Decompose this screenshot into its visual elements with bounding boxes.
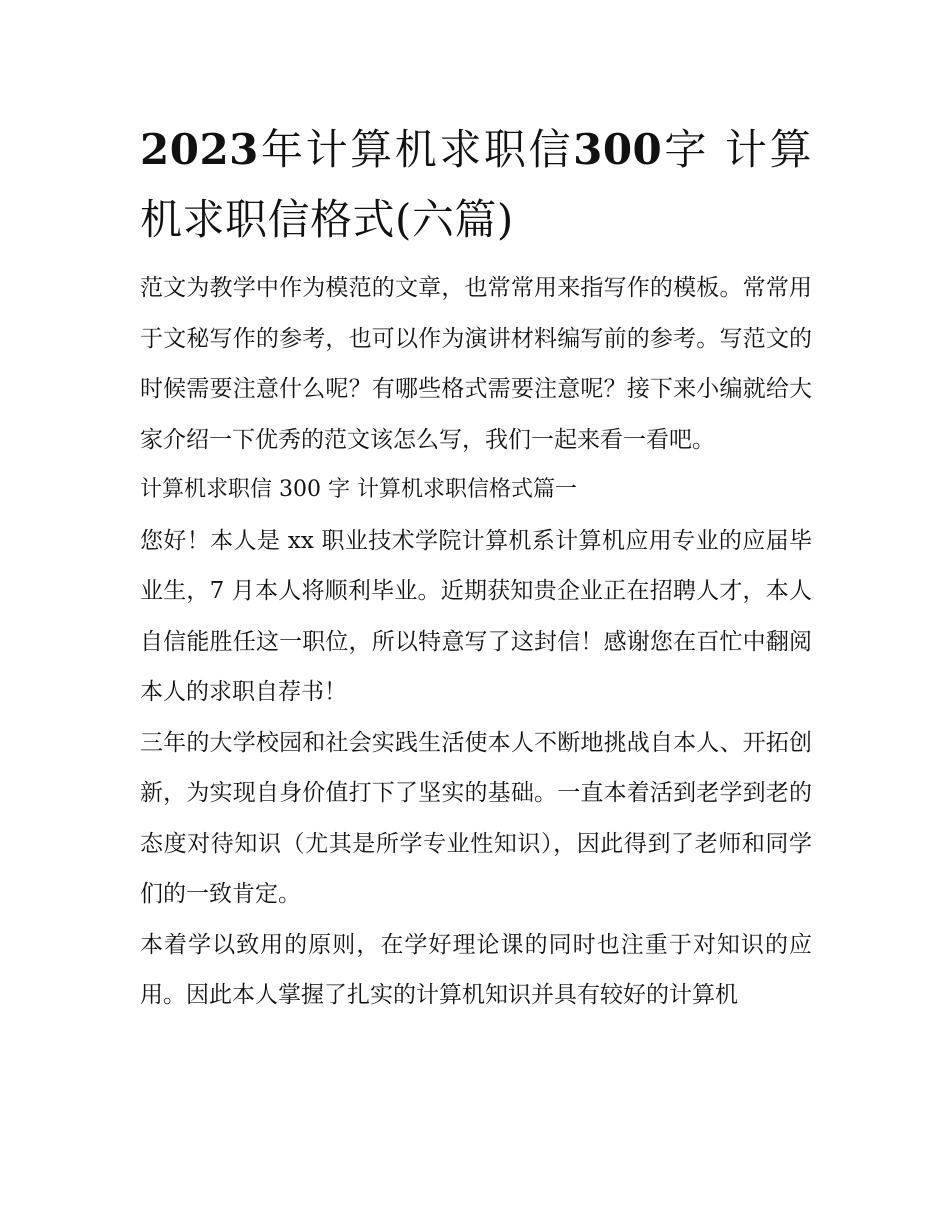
- title-part-rest: 字 计算机求职信格式(六篇): [140, 125, 812, 244]
- section-heading: 计算机求职信 300 字 计算机求职信格式篇一: [140, 477, 577, 502]
- document-page: [140, 115, 812, 1021]
- body-paragraph-1: 您好！本人是 xx 职业技术学院计算机系计算机应用专业的应届毕业生，7 月本人将顺利毕业。近期获知贵企业正在招聘人才，本人自信能胜任这一职位，所以特意写了这封信！感谢您在百忙中翻阅本人的求职自荐书！: [140, 527, 812, 705]
- title-part-main: 年计算机求职信: [258, 125, 574, 174]
- body-paragraph-2: 三年的大学校园和社会实践生活使本人不断地挑战自本人、开拓创新，为实现自身价值打下了坚实的基础。一直本着活到老学到老的态度对待知识（尤其是所学专业性知识），因此得到了老师和同学们的一致肯定。: [140, 729, 812, 907]
- document-title: [140, 115, 812, 255]
- title-part-year: 2023: [140, 125, 259, 174]
- title-part-count: 300: [573, 125, 663, 174]
- body-paragraph-3: 本着学以致用的原则，在学好理论课的同时也注重于对知识的应用。因此本人掌握了扎实的计算机知识并具有较好的计算机: [140, 931, 812, 1008]
- intro-paragraph: 范文为教学中作为模范的文章，也常常用来指写作的模板。常常用于文秘写作的参考，也可以作为演讲材料编写前的参考。写范文的时候需要注意什么呢？有哪些格式需要注意呢？接下来小编就给大家介绍一下优秀的范文该怎么写，我们一起来看一看吧。: [140, 275, 812, 453]
